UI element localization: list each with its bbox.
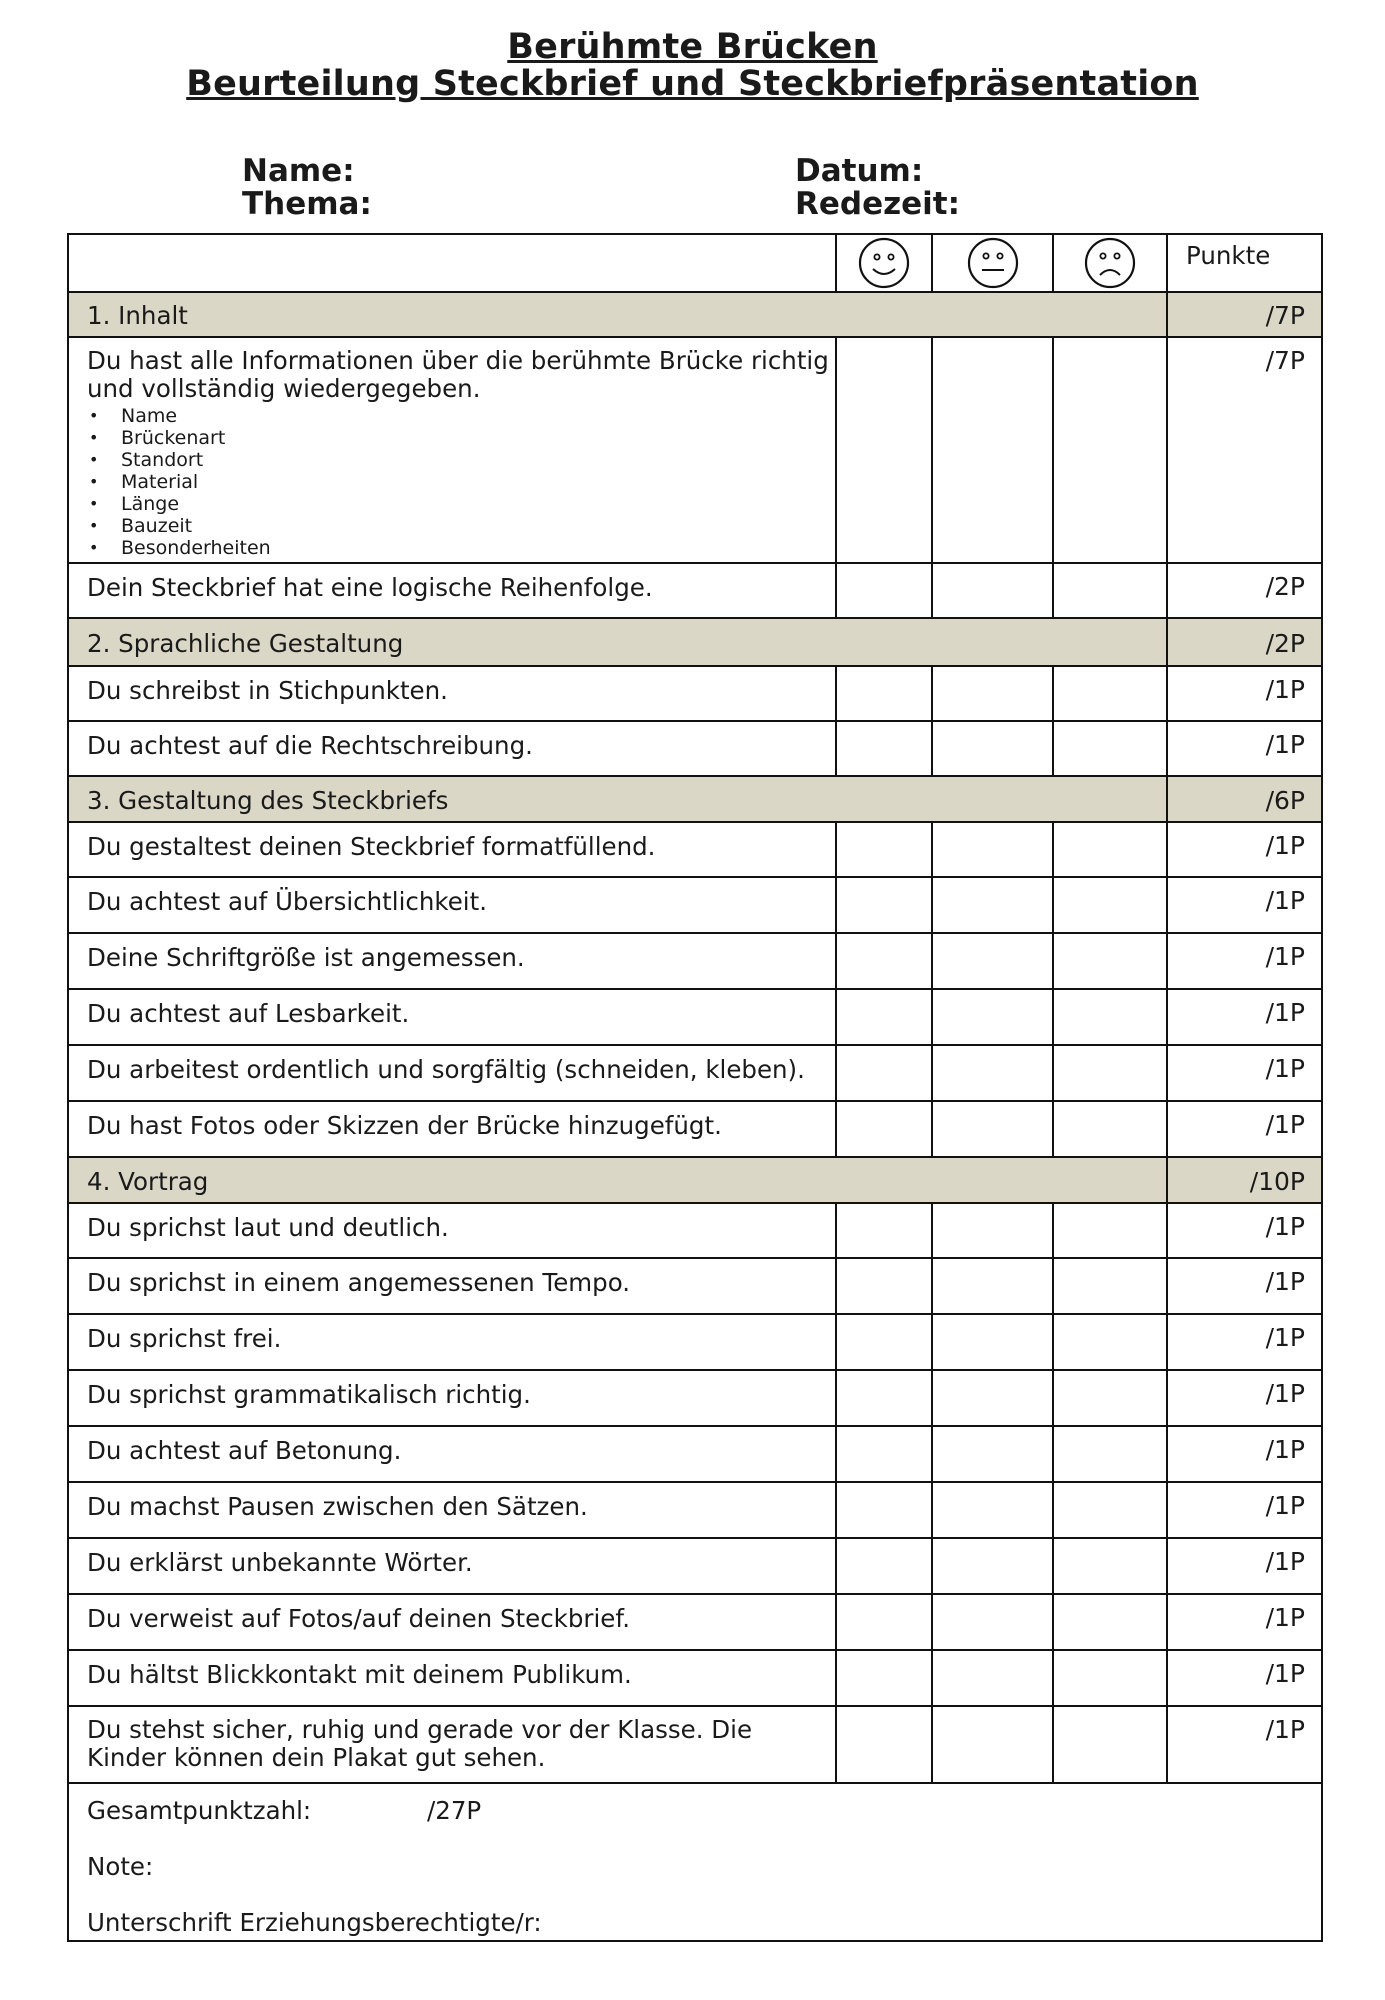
criterion-points: /1P xyxy=(1167,1706,1322,1783)
criterion-text: Du schreibst in Stichpunkten. xyxy=(68,666,836,721)
criterion-text: Dein Steckbrief hat eine logische Reihenfolge. xyxy=(68,563,836,618)
criterion-row xyxy=(68,721,1322,776)
rating-cell-happy[interactable] xyxy=(836,337,932,563)
rating-cell-neutral[interactable] xyxy=(932,1203,1053,1258)
criterion-text: Du achtest auf Übersichtlichkeit. xyxy=(68,877,836,933)
header-blank-cell xyxy=(68,234,836,292)
rating-cell-neutral[interactable] xyxy=(932,1426,1053,1482)
criterion-row xyxy=(68,1650,1322,1706)
criterion-row xyxy=(68,1538,1322,1594)
rating-cell-neutral[interactable] xyxy=(932,1594,1053,1650)
criterion-points: /1P xyxy=(1167,1258,1322,1314)
rating-cell-sad[interactable] xyxy=(1053,1650,1167,1706)
criterion-points: /1P xyxy=(1167,1482,1322,1538)
rating-cell-neutral[interactable] xyxy=(932,1650,1053,1706)
criterion-row xyxy=(68,1370,1322,1426)
criterion-points: /7P xyxy=(1167,337,1322,563)
section-label: 1. Inhalt xyxy=(68,292,1167,337)
section-label: 2. Sprachliche Gestaltung xyxy=(68,618,1167,666)
rating-cell-neutral[interactable] xyxy=(932,1314,1053,1370)
rating-cell-sad[interactable] xyxy=(1053,1706,1167,1783)
assessment-table xyxy=(67,233,1323,1942)
rating-cell-happy[interactable] xyxy=(836,1538,932,1594)
criterion-points: /1P xyxy=(1167,1370,1322,1426)
rating-cell-happy[interactable] xyxy=(836,1706,932,1783)
criterion-text: Du sprichst laut und deutlich. xyxy=(68,1203,836,1258)
rating-cell-neutral[interactable] xyxy=(932,1482,1053,1538)
bullet-item: • Brückenart xyxy=(87,427,835,449)
rating-cell-happy[interactable] xyxy=(836,822,932,877)
rating-cell-happy[interactable] xyxy=(836,721,932,776)
criterion-row xyxy=(68,1045,1322,1101)
criterion-row xyxy=(68,877,1322,933)
summary-row xyxy=(68,1783,1322,1941)
rating-cell-neutral[interactable] xyxy=(932,1370,1053,1426)
rating-cell-sad[interactable] xyxy=(1053,989,1167,1045)
criterion-points: /1P xyxy=(1167,1594,1322,1650)
rating-cell-sad[interactable] xyxy=(1053,822,1167,877)
section-row-inhalt xyxy=(68,292,1322,337)
rating-cell-sad[interactable] xyxy=(1053,1538,1167,1594)
rating-cell-sad[interactable] xyxy=(1053,1203,1167,1258)
rating-cell-sad[interactable] xyxy=(1053,563,1167,618)
rating-cell-happy[interactable] xyxy=(836,1370,932,1426)
criterion-points: /1P xyxy=(1167,1045,1322,1101)
datum-label: Datum: xyxy=(795,153,924,189)
name-label: Name: xyxy=(242,153,355,189)
criterion-row xyxy=(68,666,1322,721)
rating-cell-neutral[interactable] xyxy=(932,1045,1053,1101)
smiley-sad-icon xyxy=(1083,236,1137,290)
criterion-text: Du hast alle Informationen über die berühmte Brücke richtig und vollständig wiedergegeben. xyxy=(87,346,829,403)
rating-cell-neutral[interactable] xyxy=(932,1101,1053,1157)
criterion-row xyxy=(68,1258,1322,1314)
rating-cell-happy[interactable] xyxy=(836,1045,932,1101)
rating-cell-neutral[interactable] xyxy=(932,721,1053,776)
criterion-text: Du achtest auf Betonung. xyxy=(68,1426,836,1482)
rating-cell-happy[interactable] xyxy=(836,1101,932,1157)
rating-cell-neutral[interactable] xyxy=(932,1258,1053,1314)
criterion-row xyxy=(68,989,1322,1045)
rating-cell-happy[interactable] xyxy=(836,1203,932,1258)
criterion-points: /1P xyxy=(1167,1538,1322,1594)
rating-cell-happy[interactable] xyxy=(836,666,932,721)
gesamt-label: Gesamtpunktzahl: xyxy=(87,1796,312,1825)
criterion-points: /1P xyxy=(1167,1314,1322,1370)
redezeit-label: Redezeit: xyxy=(795,186,961,222)
criterion-points: /1P xyxy=(1167,666,1322,721)
criterion-row xyxy=(68,1101,1322,1157)
rating-cell-happy[interactable] xyxy=(836,1594,932,1650)
section-label: 3. Gestaltung des Steckbriefs xyxy=(68,776,1167,822)
criterion-points: /1P xyxy=(1167,721,1322,776)
criterion-text: Du sprichst grammatikalisch richtig. xyxy=(68,1370,836,1426)
bullet-item: • Bauzeit xyxy=(87,515,835,537)
criterion-text: Du achtest auf die Rechtschreibung. xyxy=(68,721,836,776)
rating-cell-happy[interactable] xyxy=(836,933,932,989)
bullet-item: • Material xyxy=(87,471,835,493)
rating-cell-sad[interactable] xyxy=(1053,877,1167,933)
criterion-text: Du erklärst unbekannte Wörter. xyxy=(68,1538,836,1594)
rating-cell-sad[interactable] xyxy=(1053,1258,1167,1314)
criterion-row xyxy=(68,1203,1322,1258)
rating-cell-sad[interactable] xyxy=(1053,1045,1167,1101)
criterion-points: /1P xyxy=(1167,1203,1322,1258)
section-points: /6P xyxy=(1167,776,1322,822)
section-points: /10P xyxy=(1167,1157,1322,1203)
header-happy-cell xyxy=(836,234,932,292)
criterion-text: Du hältst Blickkontakt mit deinem Publikum. xyxy=(68,1650,836,1706)
rating-cell-neutral[interactable] xyxy=(932,989,1053,1045)
criterion-points: /1P xyxy=(1167,1426,1322,1482)
rating-cell-neutral[interactable] xyxy=(932,933,1053,989)
rating-cell-happy[interactable] xyxy=(836,1650,932,1706)
criterion-row xyxy=(68,337,1322,563)
section-row-sprache xyxy=(68,618,1322,666)
criterion-text: Du stehst sicher, ruhig und gerade vor der Klasse. Die Kinder können dein Plakat gut sehen. xyxy=(68,1706,836,1783)
criterion-row xyxy=(68,1706,1322,1783)
criterion-points: /1P xyxy=(1167,1101,1322,1157)
bullet-item: • Name xyxy=(87,405,835,427)
criterion-text: Du sprichst frei. xyxy=(68,1314,836,1370)
title-line-2: Beurteilung Steckbrief und Steckbriefpräsentation xyxy=(186,64,1199,104)
smiley-happy-icon xyxy=(857,236,911,290)
rating-cell-sad[interactable] xyxy=(1053,721,1167,776)
gesamt-line xyxy=(87,1794,1321,1828)
criterion-row xyxy=(68,563,1322,618)
rating-cell-neutral[interactable] xyxy=(932,337,1053,563)
gesamt-points: /27P xyxy=(427,1796,482,1825)
criterion-text: Du sprichst in einem angemessenen Tempo. xyxy=(68,1258,836,1314)
summary-cell xyxy=(68,1783,1322,1941)
criterion-text: Du gestaltest deinen Steckbrief formatfüllend. xyxy=(68,822,836,877)
criterion-text: Du verweist auf Fotos/auf deinen Steckbrief. xyxy=(68,1594,836,1650)
criterion-row xyxy=(68,1426,1322,1482)
section-label: 4. Vortrag xyxy=(68,1157,1167,1203)
rating-cell-sad[interactable] xyxy=(1053,666,1167,721)
criterion-text: Du arbeitest ordentlich und sorgfältig (schneiden, kleben). xyxy=(68,1045,836,1101)
title-line-1: Berühmte Brücken xyxy=(507,27,878,67)
criterion-points: /1P xyxy=(1167,933,1322,989)
bullet-item: • Besonderheiten xyxy=(87,537,835,559)
criterion-points: /1P xyxy=(1167,1650,1322,1706)
rating-cell-happy[interactable] xyxy=(836,989,932,1045)
thema-label: Thema: xyxy=(242,186,372,222)
rating-cell-neutral[interactable] xyxy=(932,1538,1053,1594)
section-row-vortrag xyxy=(68,1157,1322,1203)
section-row-gestaltung xyxy=(68,776,1322,822)
rating-cell-happy[interactable] xyxy=(836,877,932,933)
criterion-text: Deine Schriftgröße ist angemessen. xyxy=(68,933,836,989)
rating-cell-sad[interactable] xyxy=(1053,1314,1167,1370)
criterion-row xyxy=(68,1314,1322,1370)
punkte-header: Punkte xyxy=(1167,234,1322,292)
bullet-item: • Länge xyxy=(87,493,835,515)
header-neutral-cell xyxy=(932,234,1053,292)
rating-cell-happy[interactable] xyxy=(836,1258,932,1314)
rating-cell-neutral[interactable] xyxy=(932,1706,1053,1783)
rating-cell-sad[interactable] xyxy=(1053,337,1167,563)
criterion-cell xyxy=(68,337,836,563)
criterion-points: /1P xyxy=(1167,822,1322,877)
rating-cell-neutral[interactable] xyxy=(932,877,1053,933)
criterion-row xyxy=(68,1482,1322,1538)
rating-cell-neutral[interactable] xyxy=(932,563,1053,618)
smiley-neutral-icon xyxy=(966,236,1020,290)
criterion-points: /1P xyxy=(1167,877,1322,933)
rating-cell-sad[interactable] xyxy=(1053,1101,1167,1157)
criterion-text: Du machst Pausen zwischen den Sätzen. xyxy=(68,1482,836,1538)
header-row xyxy=(68,234,1322,292)
rating-cell-sad[interactable] xyxy=(1053,1482,1167,1538)
info-bullet-list xyxy=(87,405,835,559)
criterion-text: Du achtest auf Lesbarkeit. xyxy=(68,989,836,1045)
rating-cell-happy[interactable] xyxy=(836,1482,932,1538)
rating-cell-happy[interactable] xyxy=(836,1426,932,1482)
rating-cell-neutral[interactable] xyxy=(932,822,1053,877)
header-sad-cell xyxy=(1053,234,1167,292)
section-points: /2P xyxy=(1167,618,1322,666)
bullet-item: • Standort xyxy=(87,449,835,471)
rating-cell-sad[interactable] xyxy=(1053,1426,1167,1482)
criterion-points: /2P xyxy=(1167,563,1322,618)
rating-cell-sad[interactable] xyxy=(1053,933,1167,989)
rating-cell-happy[interactable] xyxy=(836,1314,932,1370)
section-points: /7P xyxy=(1167,292,1322,337)
criterion-row xyxy=(68,1594,1322,1650)
rating-cell-neutral[interactable] xyxy=(932,666,1053,721)
criterion-row xyxy=(68,822,1322,877)
rating-cell-sad[interactable] xyxy=(1053,1594,1167,1650)
rating-cell-sad[interactable] xyxy=(1053,1370,1167,1426)
unterschrift-label: Unterschrift Erziehungsberechtigte/r: xyxy=(87,1908,542,1937)
note-label: Note: xyxy=(87,1852,154,1881)
criterion-text: Du hast Fotos oder Skizzen der Brücke hinzugefügt. xyxy=(68,1101,836,1157)
rating-cell-happy[interactable] xyxy=(836,563,932,618)
criterion-points: /1P xyxy=(1167,989,1322,1045)
criterion-row xyxy=(68,933,1322,989)
